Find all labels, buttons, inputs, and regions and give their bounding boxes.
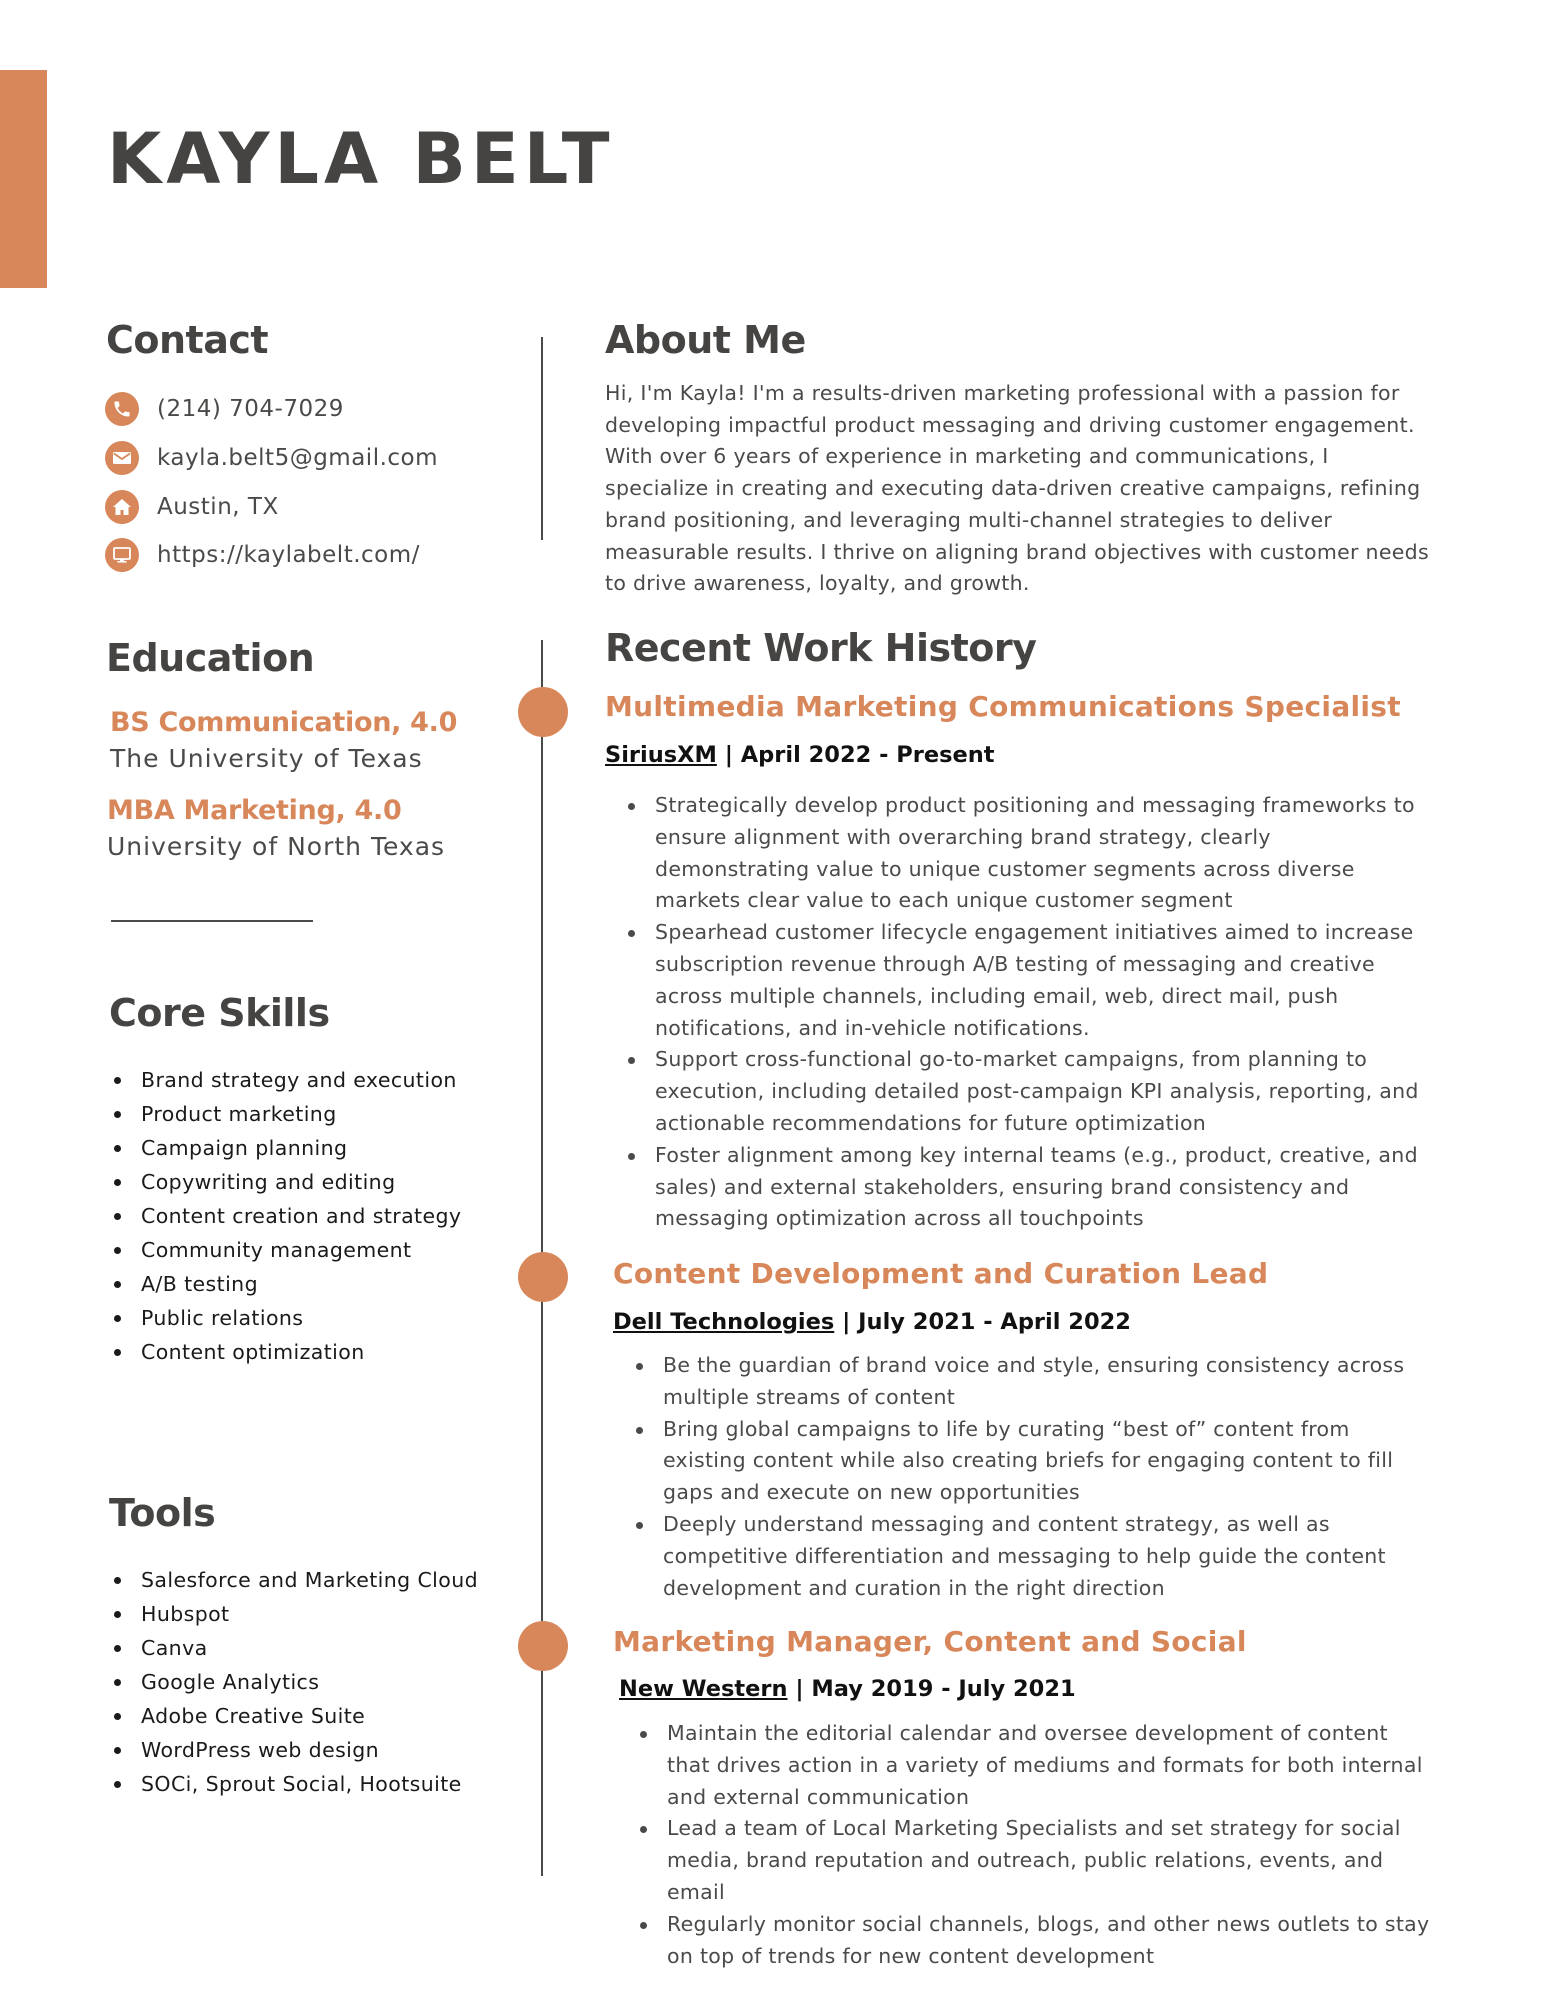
job-meta xyxy=(619,1676,1076,1702)
work-history-heading: Recent Work History xyxy=(605,626,1037,670)
tool-item: Canva xyxy=(112,1631,478,1665)
tool-item: Google Analytics xyxy=(112,1665,478,1699)
timeline-dot xyxy=(518,687,568,737)
core-skills-list xyxy=(112,1063,461,1369)
tool-item: WordPress web design xyxy=(112,1733,478,1767)
contact-website xyxy=(105,538,420,572)
job-bullet: Bring global campaigns to life by curating “best of” content from existing content while also creating briefs for engaging content to fill gaps and execute on new opportunities xyxy=(633,1414,1433,1509)
job-bullet: Lead a team of Local Marketing Specialists and set strategy for social media, brand reputation and outreach, public relations, events, and email xyxy=(637,1813,1437,1908)
job-meta xyxy=(613,1309,1131,1335)
job-bullets xyxy=(625,790,1425,1235)
skill-item: Campaign planning xyxy=(112,1131,461,1165)
tool-item: Hubspot xyxy=(112,1597,478,1631)
contact-heading: Contact xyxy=(106,318,269,362)
column-divider xyxy=(541,337,543,540)
mail-icon xyxy=(105,441,139,475)
job-bullet: Foster alignment among key internal teams (e.g., product, creative, and sales) and external stakeholders, ensuring brand consistency and messaging optimization across all touchpoints xyxy=(625,1140,1425,1235)
home-icon xyxy=(105,490,139,524)
skill-item: Content creation and strategy xyxy=(112,1199,461,1233)
core-skills-heading: Core Skills xyxy=(109,991,330,1035)
job-dates: | May 2019 - July 2021 xyxy=(787,1676,1076,1702)
education-school-ut: The University of Texas xyxy=(110,744,423,773)
contact-location xyxy=(105,490,279,524)
location-text: Austin, TX xyxy=(157,494,279,520)
phone-icon xyxy=(105,392,139,426)
website-link[interactable]: https://kaylabelt.com/ xyxy=(157,542,420,568)
tools-list xyxy=(112,1563,478,1801)
company-link[interactable]: SiriusXM xyxy=(605,742,717,768)
job-dates: | April 2022 - Present xyxy=(716,742,995,768)
timeline-dot xyxy=(518,1621,568,1671)
company-link[interactable]: New Western xyxy=(619,1676,788,1702)
education-heading: Education xyxy=(106,636,315,680)
accent-bar xyxy=(0,70,47,288)
skill-item: Copywriting and editing xyxy=(112,1165,461,1199)
company-link[interactable]: Dell Technologies xyxy=(613,1309,835,1335)
skill-item: Community management xyxy=(112,1233,461,1267)
tool-item: Adobe Creative Suite xyxy=(112,1699,478,1733)
contact-email xyxy=(105,441,438,475)
skill-item: A/B testing xyxy=(112,1267,461,1301)
job-bullet: Strategically develop product positioning and messaging frameworks to ensure alignment with overarching brand strategy, clearly demonstrating value to unique customer segments across diverse markets clear value to each unique customer segment xyxy=(625,790,1425,917)
about-heading: About Me xyxy=(605,318,806,362)
skill-item: Brand strategy and execution xyxy=(112,1063,461,1097)
job-bullet: Maintain the editorial calendar and oversee development of content that drives action in a variety of mediums and formats for both internal and external communication xyxy=(637,1718,1437,1813)
skill-item: Content optimization xyxy=(112,1335,461,1369)
email-link[interactable]: kayla.belt5@gmail.com xyxy=(157,445,439,471)
skill-item: Public relations xyxy=(112,1301,461,1335)
job-dates: | July 2021 - April 2022 xyxy=(834,1309,1131,1335)
job-bullets xyxy=(633,1350,1433,1604)
job-title: Multimedia Marketing Communications Specialist xyxy=(605,690,1401,723)
education-school-unt: University of North Texas xyxy=(107,832,446,861)
job-bullet: Support cross-functional go-to-market campaigns, from planning to execution, including detailed post-campaign KPI analysis, reporting, and actionable recommendations for future optimization xyxy=(625,1044,1425,1139)
education-degree-mba: MBA Marketing, 4.0 xyxy=(107,795,402,826)
resume-name: KAYLA BELT xyxy=(107,118,615,200)
phone-link[interactable]: (214) 704-7029 xyxy=(157,396,344,422)
job-title: Marketing Manager, Content and Social xyxy=(613,1625,1247,1658)
skill-item: Product marketing xyxy=(112,1097,461,1131)
timeline-dot xyxy=(518,1252,568,1302)
contact-phone xyxy=(105,392,344,426)
job-title: Content Development and Curation Lead xyxy=(613,1257,1269,1290)
job-bullet: Be the guardian of brand voice and style, ensuring consistency across multiple streams of content xyxy=(633,1350,1433,1414)
job-bullet: Spearhead customer lifecycle engagement initiatives aimed to increase subscription revenue through A/B testing of messaging and creative across multiple channels, including email, web, direct mail, push notifications, and in-vehicle notifications. xyxy=(625,917,1425,1044)
job-bullet: Regularly monitor social channels, blogs, and other news outlets to stay on top of trends for new content development xyxy=(637,1909,1437,1973)
about-text: Hi, I'm Kayla! I'm a results-driven marketing professional with a passion for developing impactful product messaging and driving customer engagement. With over 6 years of experience in marketing and communications, I specialize in creating and executing data-driven creative campaigns, refining brand positioning, and leveraging multi-channel strategies to deliver measurable results. I thrive on aligning brand objectives with customer needs to drive awareness, loyalty, and growth. xyxy=(605,381,1429,596)
education-divider xyxy=(111,920,313,922)
job-meta xyxy=(605,742,995,768)
tool-item: SOCi, Sprout Social, Hootsuite xyxy=(112,1767,478,1801)
job-bullets xyxy=(637,1718,1437,1972)
monitor-icon xyxy=(105,538,139,572)
job-bullet: Deeply understand messaging and content strategy, as well as competitive differentiation and messaging to help guide the content development and curation in the right direction xyxy=(633,1509,1433,1604)
tool-item: Salesforce and Marketing Cloud xyxy=(112,1563,478,1597)
tools-heading: Tools xyxy=(109,1491,216,1535)
education-degree-bs: BS Communication, 4.0 xyxy=(110,707,458,738)
